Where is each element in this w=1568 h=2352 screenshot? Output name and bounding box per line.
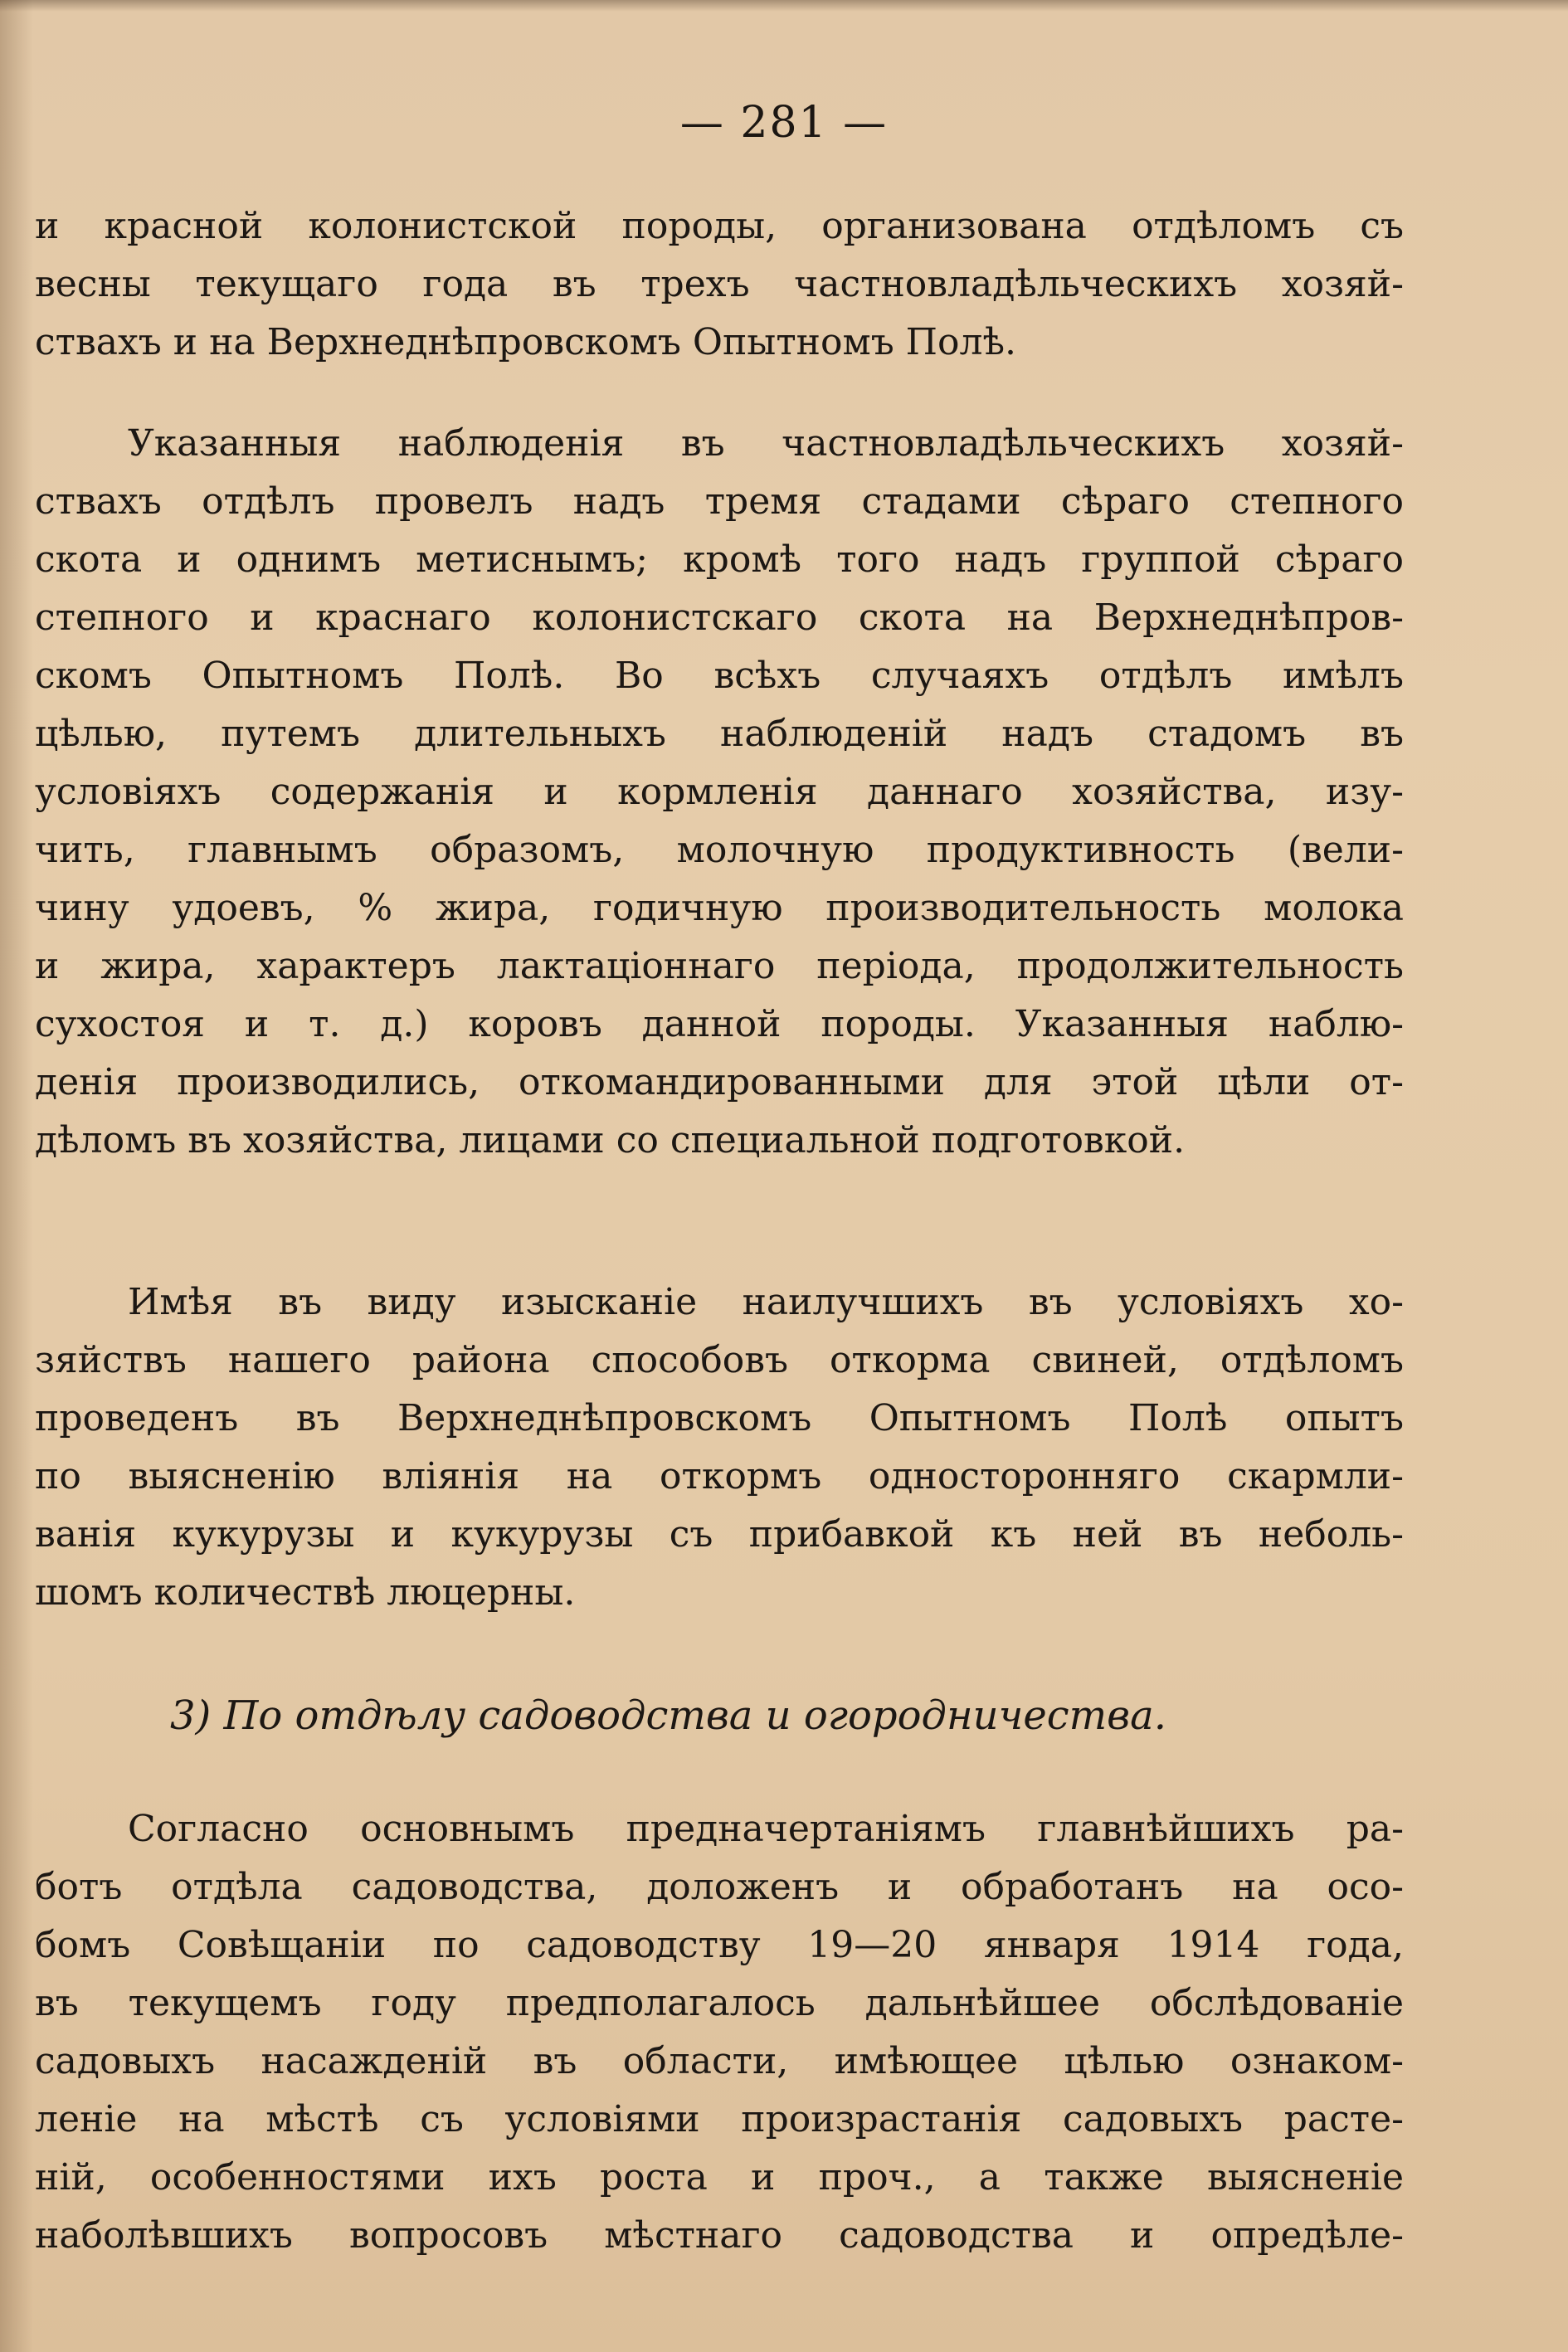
text-line: дѣломъ въ хозяйства, лицами со специальной подготовкой. [35,1119,1186,1161]
text-line: и красной колонистской породы, организована отдѣломъ съ [35,205,1404,247]
text-line: скомъ Опытномъ Полѣ. Во всѣхъ случаяхъ отдѣлъ имѣлъ [35,655,1404,697]
paragraph-1 [35,197,1404,372]
text-line: условіяхъ содержанія и кормленія даннаго хозяйства, изу- [35,771,1404,813]
text-line: чить, главнымъ образомъ, молочную продуктивность (вели- [35,829,1404,871]
text-line: ванія кукурузы и кукурузы съ прибавкой къ ней въ неболь- [35,1513,1404,1556]
text-line: зяйствъ нашего района способовъ откорма свиней, отдѣломъ [35,1339,1404,1381]
page-number: — 281 — [679,98,889,148]
text-line: садовыхъ насажденій въ области, имѣющее цѣлью ознаком- [35,2040,1404,2082]
text-line: по выясненію вліянія на откормъ односторонняго скармли- [35,1455,1404,1497]
text-line: чину удоевъ, % жира, годичную производительность молока [35,887,1404,929]
text-line: бомъ Совѣщаніи по садоводству 19—20 января 1914 года, [35,1924,1404,1966]
section-heading: 3) По отдѣлу садоводства и огородничества. [170,1692,1166,1739]
text-line: ствахъ и на Верхнеднѣпровскомъ Опытномъ Полѣ. [35,321,1017,363]
paragraph-2 [35,415,1404,1170]
text-line: ботъ отдѣла садоводства, доложенъ и обработанъ на осо- [35,1866,1404,1908]
text-line: степного и краснаго колонистскаго скота на Верхнеднѣпров- [35,597,1404,639]
text-line: денія производились, откомандированными для этой цѣли от- [35,1061,1404,1103]
paragraph-4 [35,1800,1404,2265]
text-line: ній, особенностями ихъ роста и проч., а также выясненіе [35,2156,1404,2199]
text-line: Указанныя наблюденія въ частновладѣльческихъ хозяй- [128,422,1404,465]
text-line: скота и однимъ метиснымъ; кромѣ того надъ группой сѣраго [35,538,1404,581]
page-edge-shadow [0,0,33,2352]
text-line: цѣлью, путемъ длительныхъ наблюденій надъ стадомъ въ [35,713,1404,755]
text-line: леніе на мѣстѣ съ условіями произрастанія садовыхъ расте- [35,2098,1404,2140]
text-line: весны текущаго года въ трехъ частновладѣльческихъ хозяй- [35,263,1404,305]
text-line: ствахъ отдѣлъ провелъ надъ тремя стадами сѣраго степного [35,480,1404,523]
text-line: шомъ количествѣ люцерны. [35,1571,576,1614]
text-line: Имѣя въ виду изысканіе наилучшихъ въ условіяхъ хо- [128,1281,1404,1323]
paragraph-3 [35,1273,1404,1622]
text-line: сухостоя и т. д.) коровъ данной породы. Указанныя наблю- [35,1003,1404,1045]
page-top-shadow [0,0,1568,12]
text-line: и жира, характеръ лактаціоннаго періода, продолжительность [35,945,1404,987]
text-line: въ текущемъ году предполагалось дальнѣйшее обслѣдованіе [35,1982,1404,2024]
text-line: Согласно основнымъ предначертаніямъ главнѣйшихъ ра- [128,1808,1404,1850]
text-line: проведенъ въ Верхнеднѣпровскомъ Опытномъ Полѣ опытъ [35,1397,1404,1439]
text-line: наболѣвшихъ вопросовъ мѣстнаго садоводства и опредѣле- [35,2214,1404,2257]
